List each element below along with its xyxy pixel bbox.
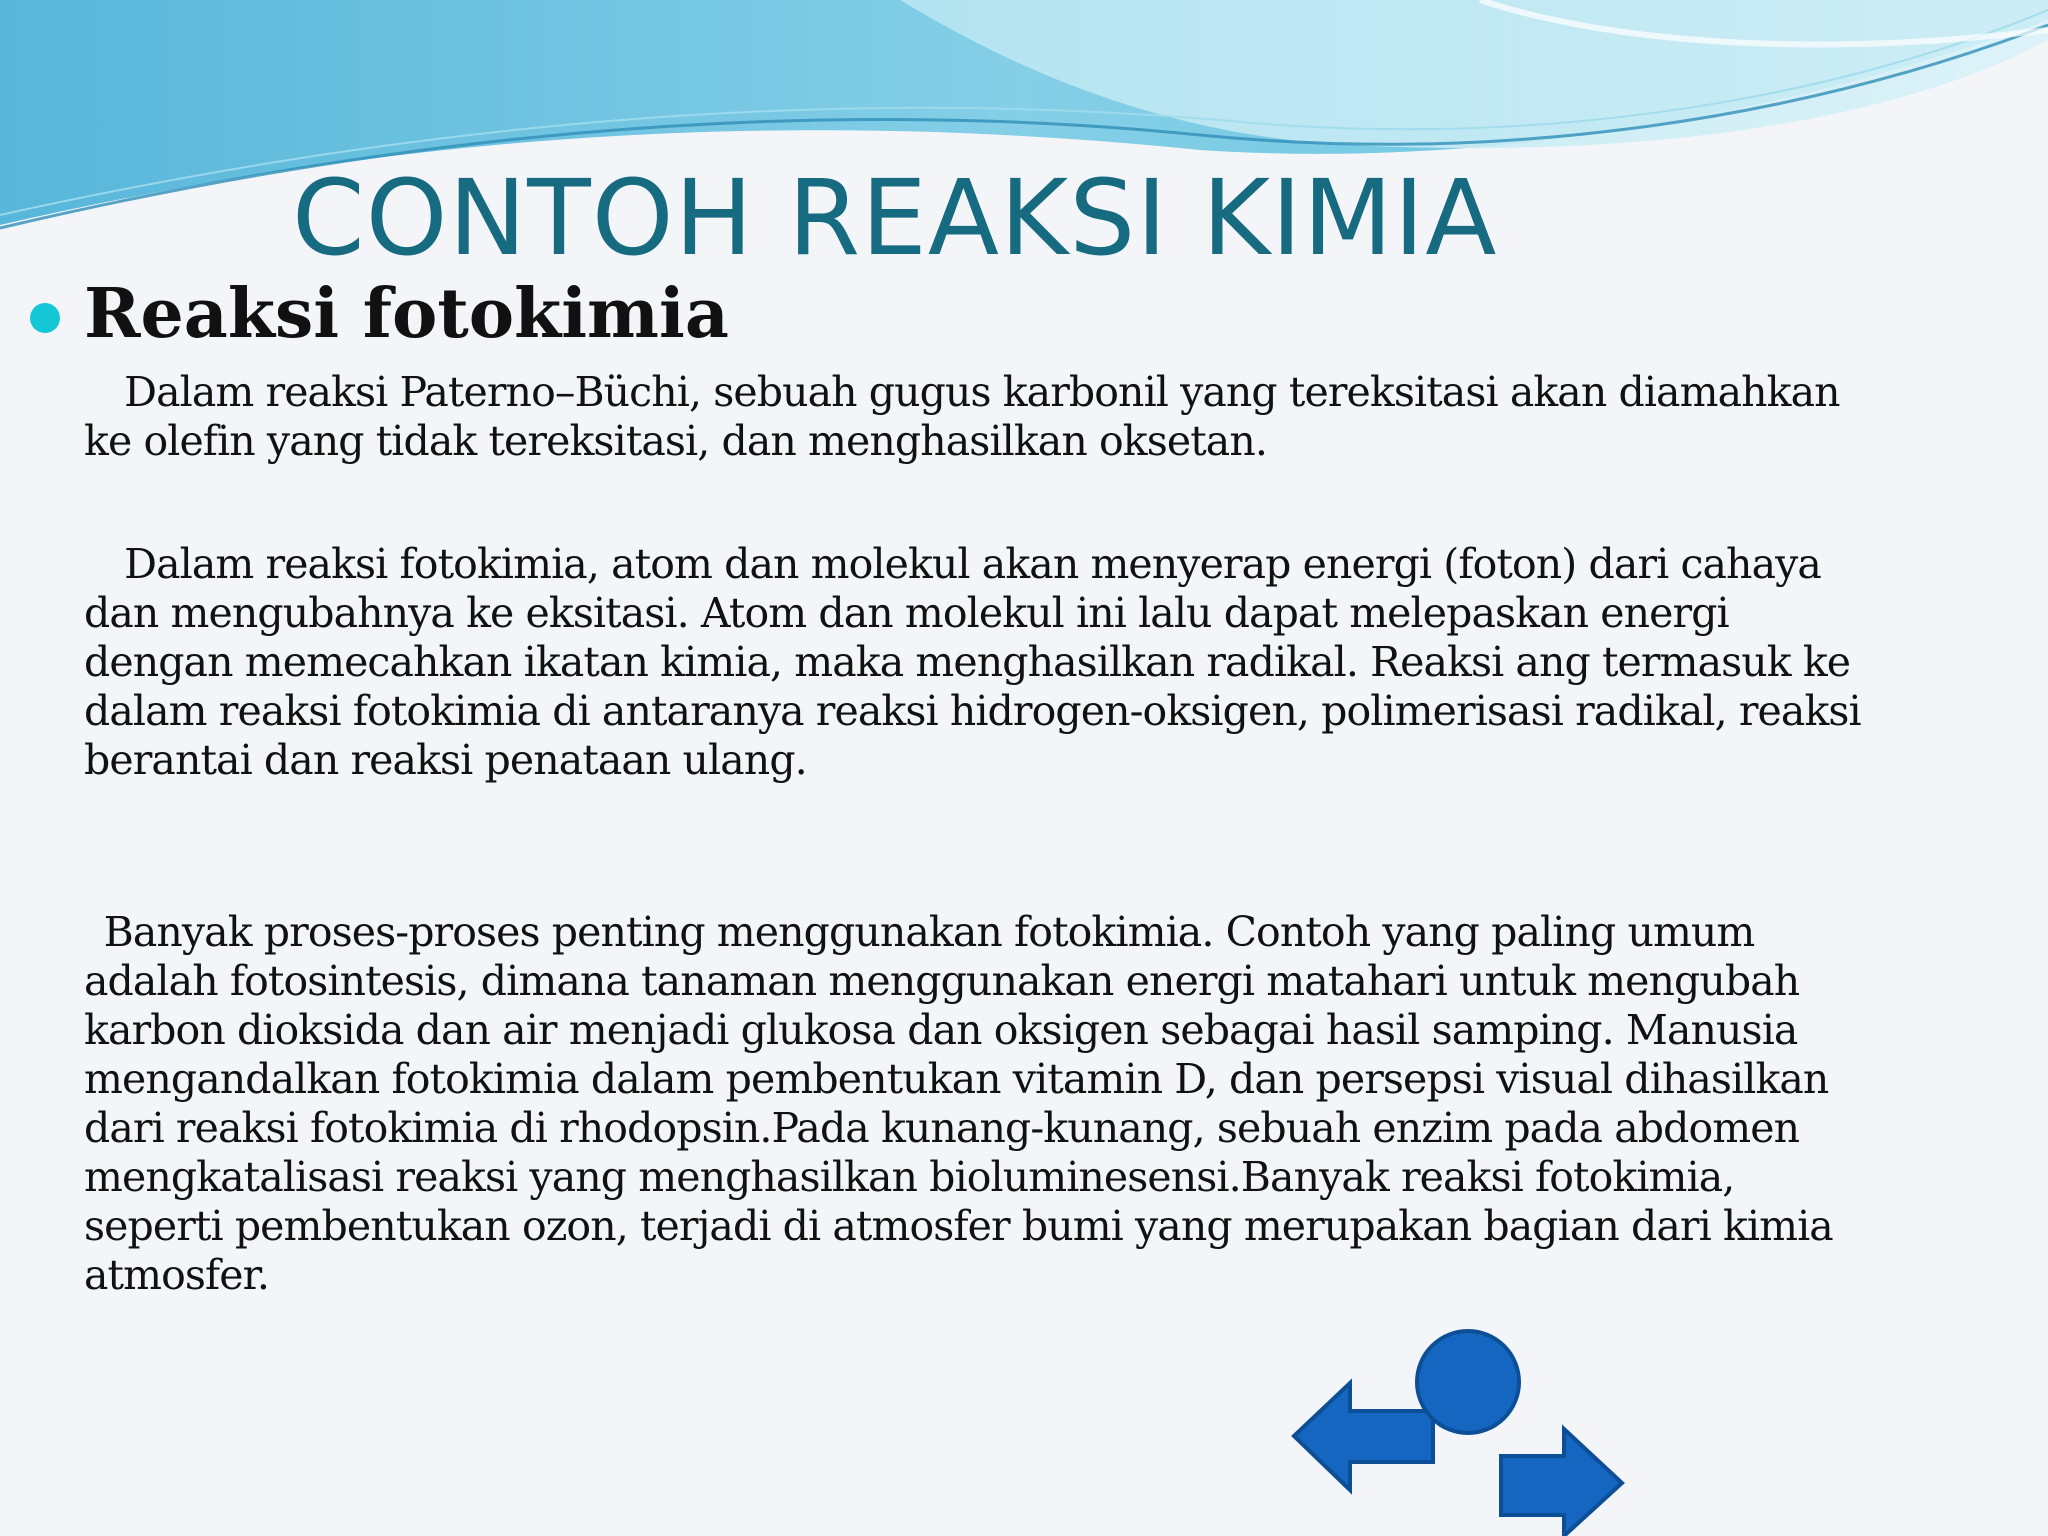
bullet-heading: Reaksi fotokimia: [84, 274, 729, 354]
arrow-right-icon[interactable]: [1501, 1429, 1622, 1536]
navigation-controls: [1290, 1325, 1640, 1536]
circle-home-icon[interactable]: [1417, 1331, 1519, 1433]
paragraph-paterno-buchi: Dalam reaksi Paterno–Büchi, sebuah gugus karbonil yang tereksitasi akan diamahkan ke olefin yang tidak tereksitasi, dan menghasilkan oksetan.: [84, 368, 1840, 465]
bullet-icon: [30, 303, 60, 333]
arrow-left-icon[interactable]: [1294, 1383, 1433, 1490]
paragraph-fotokimia-definition: Dalam reaksi fotokimia, atom dan molekul akan menyerap energi (foton) dari cahaya dan mengubahnya ke eksitasi. Atom dan molekul ini lalu dapat melepaskan energi dengan memecahkan ikatan kimia, maka menghasilkan radikal. Reaksi ang termasuk ke dalam reaksi fotokimia di antaranya reaksi hidrogen-oksigen, polimerisasi radikal, reaksi berantai dan reaksi penataan ulang.: [84, 540, 1861, 784]
paragraph-fotokimia-examples: Banyak proses-proses penting menggunakan fotokimia. Contoh yang paling umum adalah fotosintesis, dimana tanaman menggunakan energi matahari untuk mengubah karbon dioksida dan air menjadi glukosa dan oksigen sebagai hasil samping. Manusia mengandalkan fotokimia dalam pembentukan vitamin D, dan persepsi visual dihasilkan dari reaksi fotokimia di rhodopsin.Pada kunang-kunang, sebuah enzim pada abdomen mengkatalisasi reaksi yang menghasilkan bioluminesensi.Banyak reaksi fotokimia, seperti pembentukan ozon, terjadi di atmosfer bumi yang merupakan bagian dari kimia atmosfer.: [84, 908, 1833, 1299]
slide-title: CONTOH REAKSI KIMIA: [292, 157, 1498, 279]
